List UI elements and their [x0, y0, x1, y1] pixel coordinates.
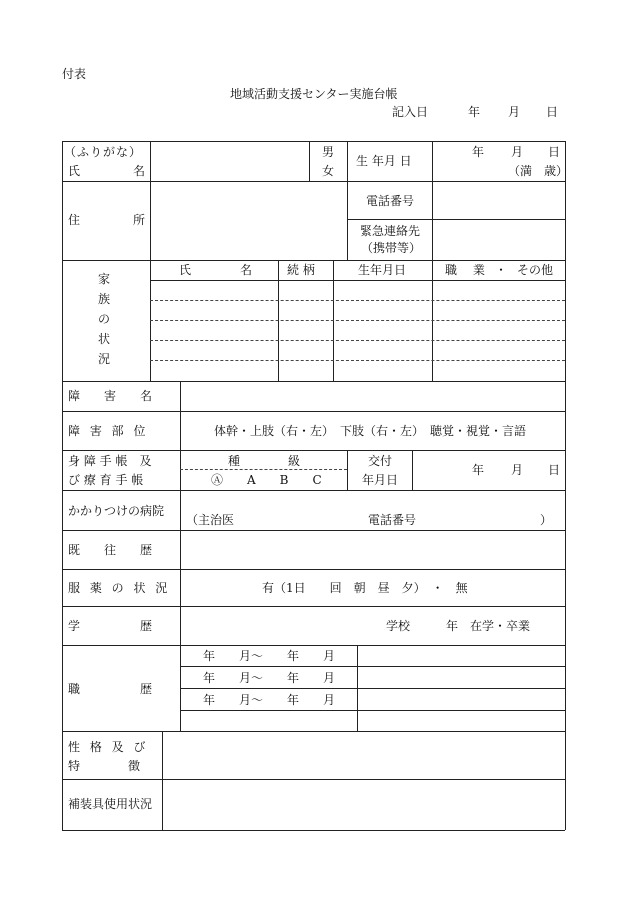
birth-month-label: 月 — [511, 145, 524, 159]
work-history-label: 職 歴 — [68, 682, 153, 696]
birth-year-label: 年 — [472, 145, 485, 159]
sex-female-label: 女 — [322, 164, 335, 178]
name-label-mei: 名 — [133, 164, 146, 178]
entry-year-label: 年 — [468, 105, 481, 119]
medication-label: 服 薬 の 状 況 — [68, 581, 171, 595]
issued-day-label: 日 — [548, 463, 561, 477]
issued-label-2: 年月日 — [362, 473, 399, 487]
family-col-relation: 続 柄 — [287, 263, 315, 277]
handbook-label-1: 身 障 手 帳 及 — [68, 454, 152, 468]
education-label: 学 歴 — [68, 619, 153, 633]
assistive-device-label: 補装具使用状況 — [68, 797, 153, 811]
entry-month-label: 月 — [508, 105, 521, 119]
family-char-1: 家 — [98, 272, 111, 286]
family-col-job-a: 職 業 — [445, 263, 491, 277]
family-col-birth: 生年月日 — [358, 263, 407, 277]
medical-history-label: 既 往 歴 — [68, 543, 153, 557]
furigana-label: （ふりがな） — [64, 145, 143, 159]
issued-label-1: 交付 — [368, 454, 393, 468]
hospital-phone-label: 電話番号 — [368, 513, 417, 527]
name-label-shi: 氏 — [68, 164, 81, 178]
medication-options: 有（1日 回 朝 昼 夕） ・ 無 — [262, 581, 468, 595]
work-period-1: 年 月〜 年 月 — [203, 649, 336, 663]
disability-site-options: 体幹・上肢（右・左） 下肢（右・左） 聴覚・視覚・言語 — [214, 424, 527, 438]
handbook-grades: Ⓐ A B C — [211, 473, 322, 487]
hospital-paren-close: ） — [540, 513, 553, 527]
family-char-4: 状 — [98, 332, 111, 346]
family-char-2: 族 — [98, 292, 111, 306]
family-char-5: 況 — [98, 352, 111, 366]
page-title: 地域活動支援センター実施台帳 — [230, 87, 398, 101]
family-col-job-b: その他 — [517, 263, 554, 277]
work-period-3: 年 月〜 年 月 — [203, 693, 336, 707]
address-label-2: 所 — [133, 213, 146, 227]
hospital-label: かかりつけの病院 — [68, 504, 165, 518]
age-label: （満 歳） — [508, 164, 569, 178]
birth-day-label: 日 — [548, 145, 561, 159]
personality-label-1: 性 格 及 び — [68, 740, 149, 754]
education-status: 学校 年 在学・卒業 — [386, 619, 531, 633]
family-col-name-b: 名 — [240, 263, 253, 277]
address-label-1: 住 — [68, 213, 81, 227]
phone-label: 電話番号 — [366, 194, 415, 208]
issued-month-label: 月 — [511, 463, 524, 477]
disability-name-label: 障 害 名 — [68, 389, 153, 403]
issued-year-label: 年 — [472, 463, 485, 477]
work-period-2: 年 月〜 年 月 — [203, 671, 336, 685]
entry-day-label: 日 — [546, 105, 559, 119]
emergency-contact-label: 緊急連絡先 — [360, 224, 421, 238]
handbook-type-grade: 種 級 — [228, 454, 301, 468]
family-char-3: の — [98, 312, 111, 326]
personality-label-2: 特 徴 — [68, 759, 141, 773]
birth-date-label: 生 年月 日 — [356, 154, 412, 168]
entry-date-label: 記入日 — [392, 105, 429, 119]
emergency-contact-sub: （携帯等） — [361, 241, 422, 255]
handbook-label-2: び 療 育 手 帳 — [68, 473, 144, 487]
family-col-job-dot: ・ — [495, 263, 508, 277]
doctor-label: （主治医 — [186, 513, 235, 527]
disability-site-label: 障 害 部 位 — [68, 424, 149, 438]
appendix-label: 付表 — [62, 67, 87, 81]
sex-male-label: 男 — [322, 145, 335, 159]
family-col-name-a: 氏 — [179, 263, 192, 277]
